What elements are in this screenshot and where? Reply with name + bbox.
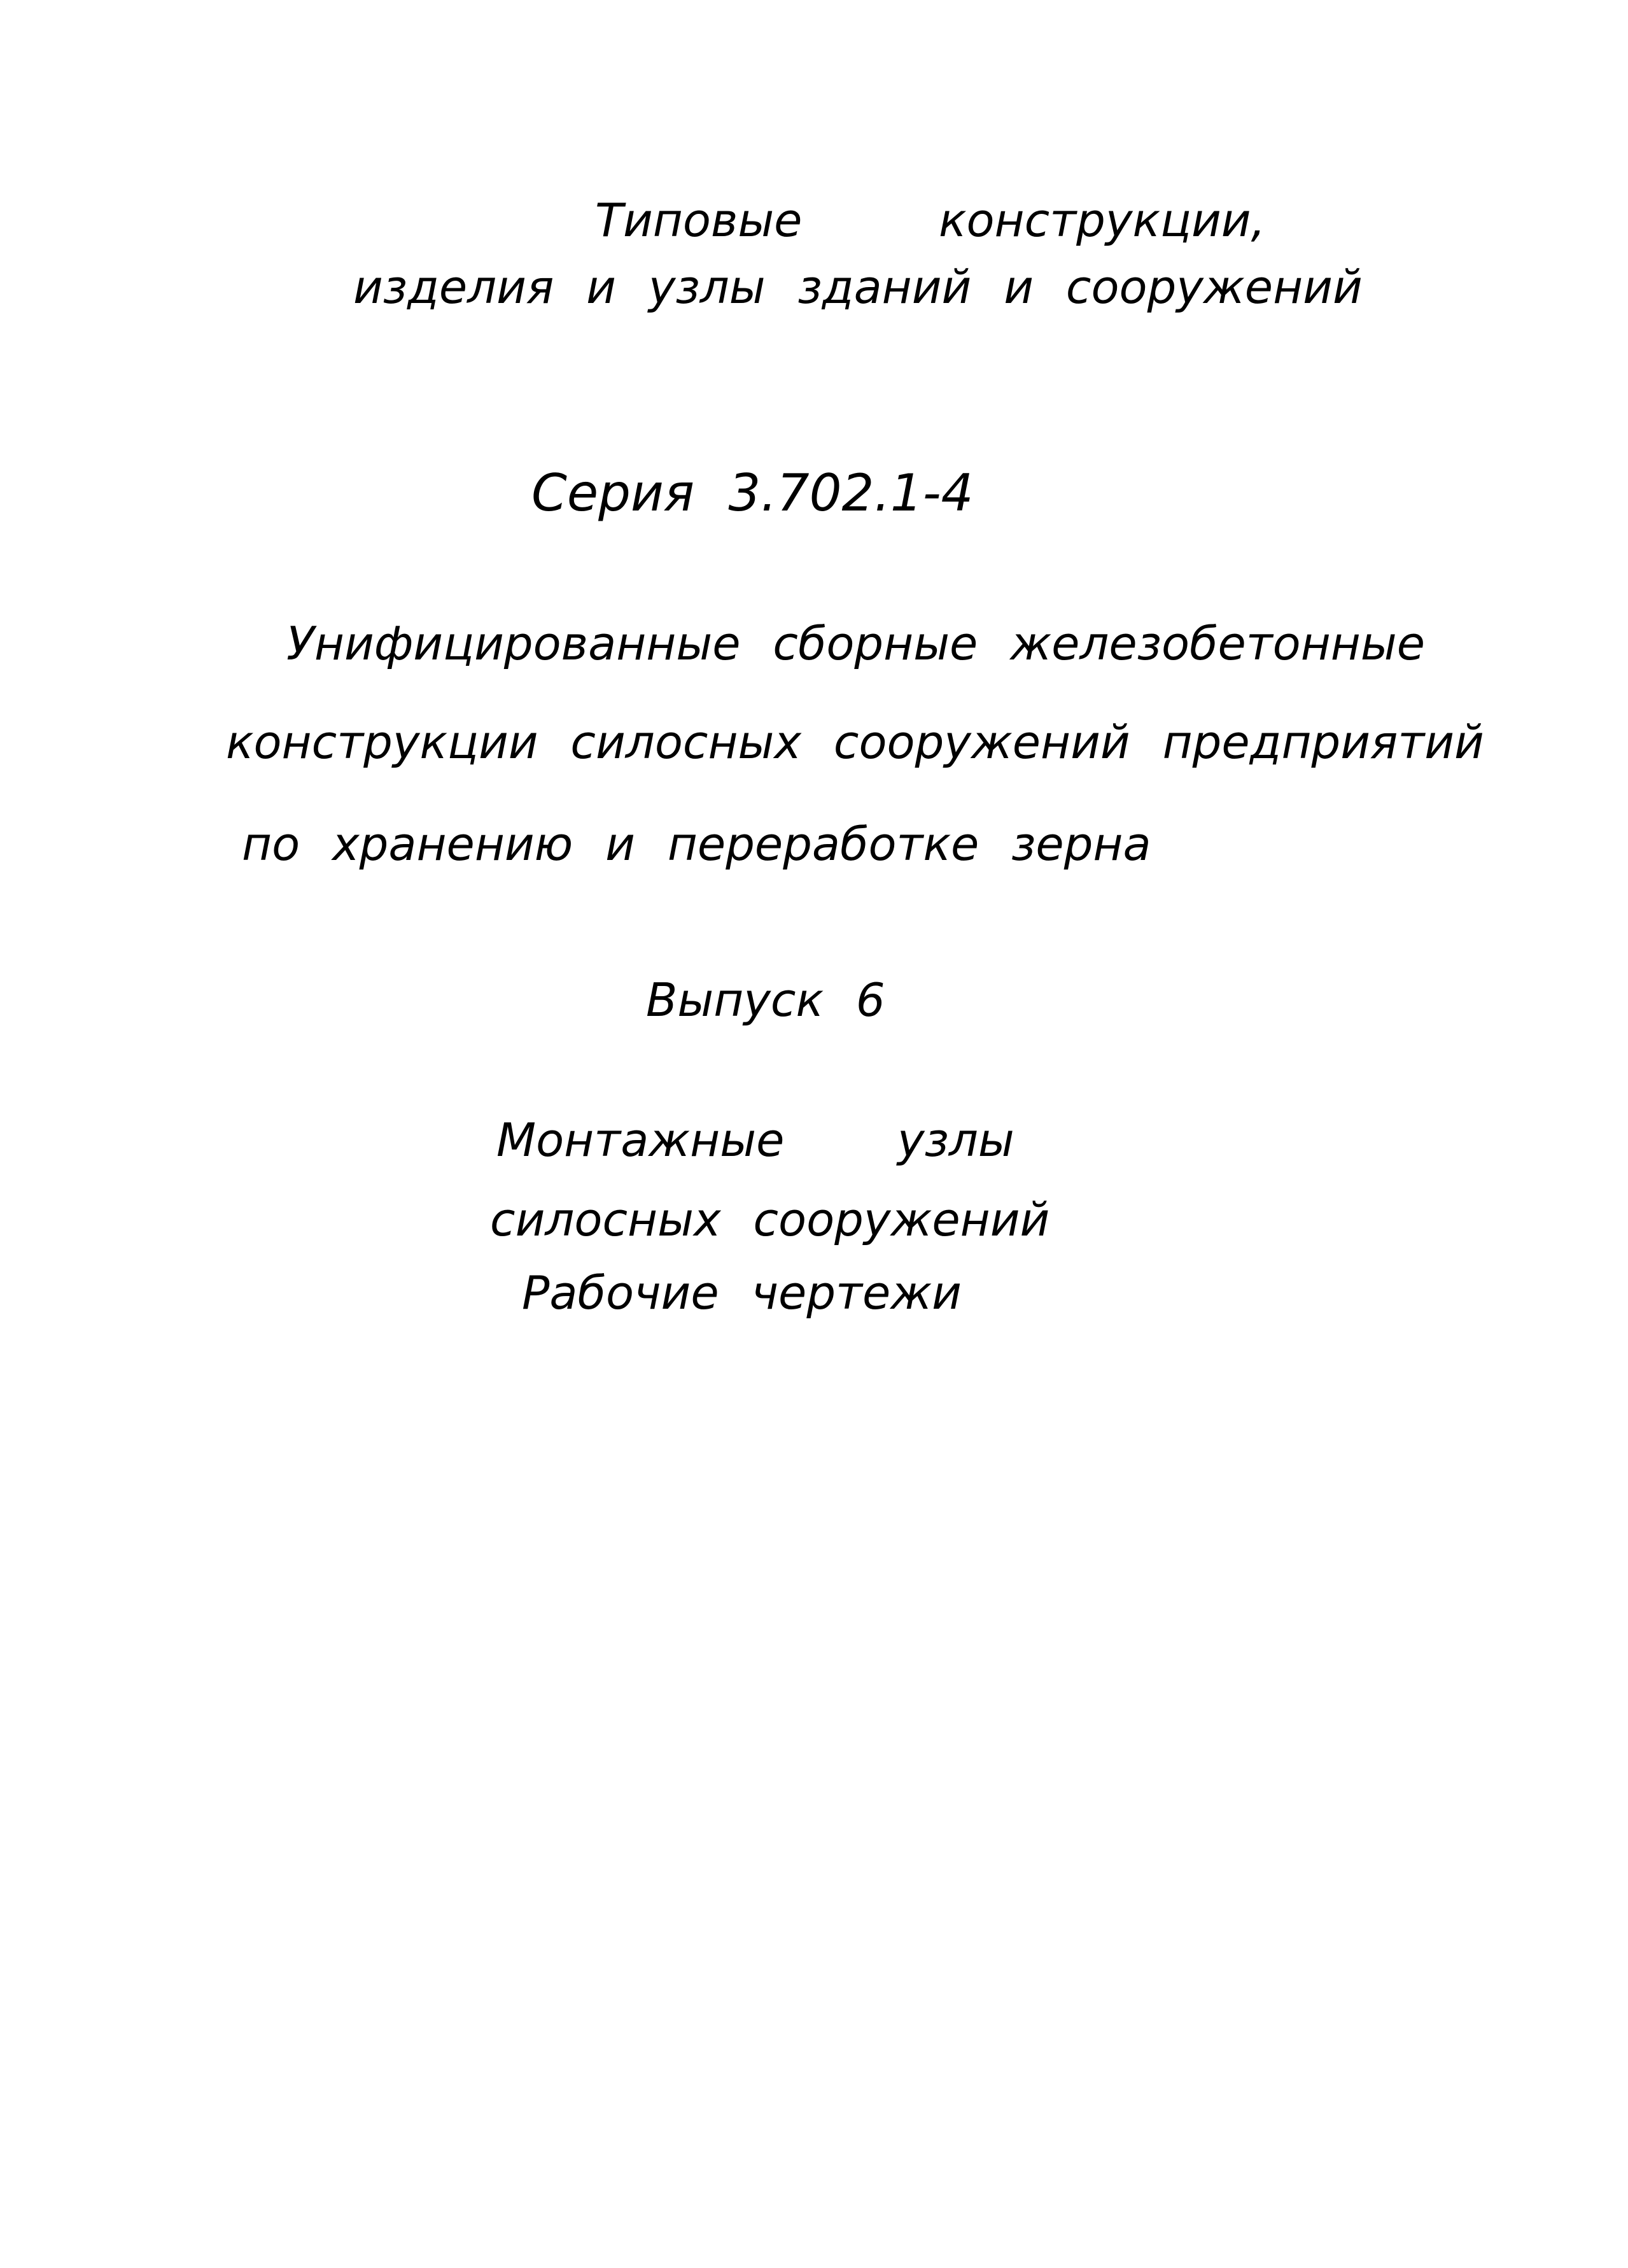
header-line-2: изделия и узлы зданий и сооружений <box>353 260 1363 314</box>
issue-number: Выпуск 6 <box>646 973 885 1027</box>
header-word-constructions: конструкции, <box>939 194 1266 247</box>
header-word-typical: Типовые <box>595 194 803 247</box>
title-line-3: по хранению и переработке зерна <box>242 817 1151 871</box>
subtitle-word-nodes: узлы <box>897 1113 1014 1167</box>
subtitle-word-mounting: Монтажные <box>496 1113 785 1167</box>
title-line-1: Унифицированные сборные железобетонные <box>286 617 1426 670</box>
title-line-2: конструкции силосных сооружений предприятий <box>226 715 1484 769</box>
subtitle-line-3: Рабочие чертежи <box>522 1266 962 1320</box>
series-number: Серия 3.702.1-4 <box>531 463 974 523</box>
subtitle-line-2: силосных сооружений <box>490 1193 1050 1246</box>
